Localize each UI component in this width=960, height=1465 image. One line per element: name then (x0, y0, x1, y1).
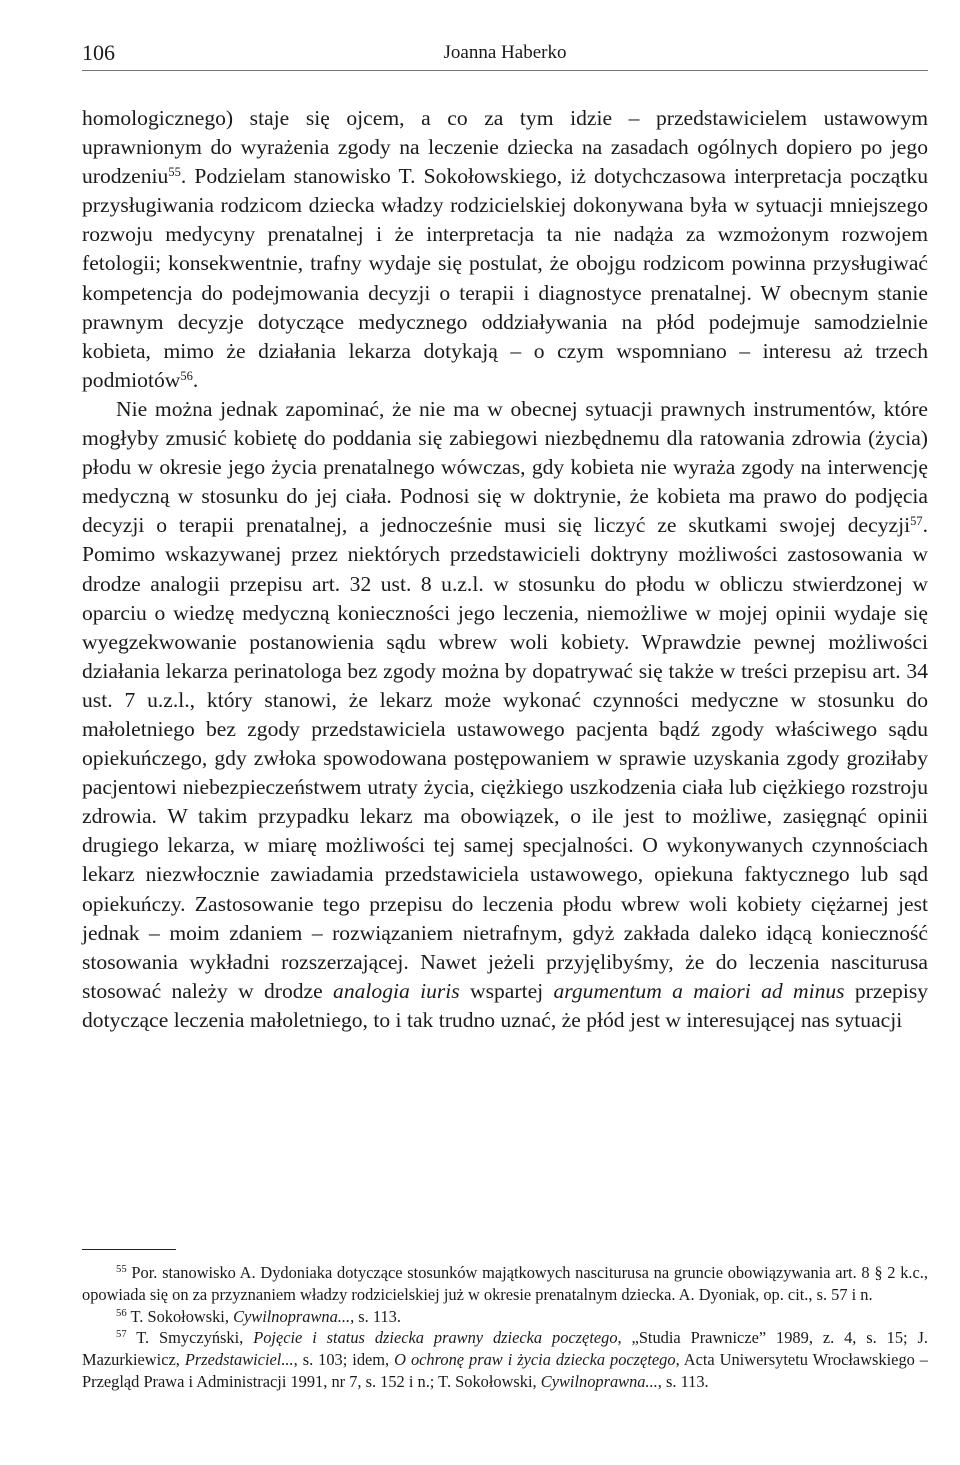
footnote-text: , s. 103; idem, (293, 1350, 395, 1370)
footnote-number: 57 (116, 1329, 127, 1341)
footnote-text: T. Smyczyński, (126, 1328, 254, 1348)
footnote-title: Cywilnoprawna... (233, 1306, 351, 1326)
page-header (82, 40, 928, 72)
text-run: wspartej (459, 978, 554, 1003)
text-run: . Podzielam stanowisko T. Sokołowskiego, iż dotychczasowa interpretacja początku przysługiwania rodzicom dziecka władzy rodzicielskiej dokonywana była w sytuacji mniejszego rozwoju medycyny prenatalnej i że interpretacja ta nie nadąża za wzmożonym rozwojem fetologii; konsekwentnie, trafny wydaje się postulat, że obojgu rodzicom powinna przysługiwać kompetencja do podejmowania decyzji o terapii i diagnostyce prenatalnej. W obecnym stanie prawnym decyzje dotyczące medycznego oddziaływania na płód podejmuje samodzielnie kobieta, mimo że działania lekarza dotykają – o czym wspomniano – interesu aż trzech podmiotów (82, 164, 928, 392)
text-run: homologicznego) staje się ojcem, a co za tym idzie – przedstawicielem ustawowym uprawnionym do wyrażenia zgody na leczenie dziecka na zasadach ogólnych dopiero po jego urodzeniu (82, 106, 928, 189)
footnote-number: 55 (116, 1264, 127, 1276)
footnote-56 (82, 1306, 928, 1328)
page-number: 106 (82, 40, 115, 65)
running-head: Joanna Haberko (443, 42, 567, 63)
footnote-ref-56: 56 (180, 368, 193, 383)
footnote-text: , s. 113. (350, 1306, 401, 1326)
header-rule (82, 70, 928, 71)
text-run: Nie można jednak zapominać, że nie ma w obecnej sytuacji prawnych instrumentów, które mogłyby zmusić kobietę do poddania się zabiegowi niezbędnemu dla ratowania zdrowia (życia) płodu w okresie jego życia prenatalnego wówczas, gdy kobieta nie wyraża zgody na interwencję medyczną w stosunku do jej ciała. Podnosi się w doktrynie, że kobieta ma prawo do podjęcia decyzji o terapii prenatalnej, a jednocześnie musi się liczyć ze skutkami swojej decyzji (82, 396, 928, 538)
footnote-title: Przedstawiciel... (184, 1350, 294, 1370)
footnote-text: , s. 113. (657, 1371, 709, 1391)
text-run: . Pomimo wskazywanej przez niektórych przedstawicieli doktryny możliwości zastosowania w drodze analogii przepisu art. 32 ust. 8 u.z.l. w stosunku do płodu w obliczu stwierdzonej w oparciu o wiedzę medyczną konieczności jego leczenia, niemożliwe w mojej opinii wydaje się wyegzekwowanie postanowienia sądu wbrew woli kobiety. Wprawdzie pewnej możliwości działania lekarza perinatologa bez zgody można by dopatrywać się także w treści przepisu art. 34 ust. 7 u.z.l., który stanowi, że lekarz może wykonać czynności medyczne w stosunku do małoletniego bez zgody przedstawiciela ustawowego pacjenta bądź zgody właściwego sądu opiekuńczego, gdy zwłoka spowodowana postępowaniem w sprawie uzyskania zgody groziłaby pacjentowi niebezpieczeństwem utraty życia, ciężkiego uszkodzenia ciała lub ciężkiego rozstroju zdrowia. W takim przypadku lekarz ma obowiązek, o ile jest to możliwe, zasięgnąć opinii drugiego lekarza, w miarę możliwości tej samej specjalności. O wykonywanych czynnościach lekarz niezwłocznie zawiadamia przedstawiciela ustawowego, opiekuna faktycznego lub sąd opiekuńczy. Zastosowanie tego przepisu do leczenia płodu wbrew woli kobiety ciężarnej jest jednak – moim zdaniem – rozwiązaniem nietrafnym, gdyż zakłada daleko idącą konieczność stosowania wykładni rozszerzającej. Nawet jeżeli przyjęlibyśmy, że do leczenia nasciturusa stosować należy w drodze (82, 513, 928, 1003)
footnote-separator (82, 1249, 176, 1250)
footnote-title: O ochronę praw i życia dziecka poczętego (394, 1350, 676, 1370)
footnote-text: Por. stanowisko A. Dydoniaka dotyczące stosunków majątkowych nasciturusa na gruncie obowiązywania art. 8 § 2 k.c., opowiada się on za przyznaniem władzy rodzicielskiej już w okresie prenatalnym dziecka. A. Dyoniak, op. cit., s. 57 i n. (82, 1263, 928, 1304)
footnote-text: T. Sokołowski, (126, 1306, 234, 1326)
footnote-ref-57: 57 (910, 514, 923, 529)
footnote-ref-55: 55 (168, 165, 181, 180)
footnotes (82, 1262, 928, 1393)
text-run: . (192, 367, 199, 392)
paragraph-1 (82, 104, 928, 395)
footnote-57 (82, 1327, 928, 1392)
footnote-55 (82, 1262, 928, 1306)
footnote-text: , Acta Uniwersytetu Wrocławskiego – Przegląd Prawa i Administracji 1991, nr 7, s. 152 i n.; T. Sokołowski, (82, 1350, 929, 1391)
footnote-text: , „Studia Prawnicze” 1989, z. 4, s. 15; J. Mazurkiewicz, (82, 1328, 928, 1370)
main-text (82, 104, 928, 1035)
italic-term: analogia iuris (333, 978, 460, 1003)
footnote-title: Pojęcie i status dziecka prawny dziecka poczętego (253, 1328, 618, 1348)
footnote-title: Cywilnoprawna... (540, 1371, 658, 1391)
footnote-number: 56 (116, 1307, 127, 1319)
text-run: przepisy dotyczące leczenia małoletniego, to i tak trudno uznać, że płód jest w interesującej nas sytuacji (82, 978, 929, 1032)
paragraph-2 (82, 395, 928, 1035)
italic-term: argumentum a maiori ad minus (553, 978, 845, 1003)
